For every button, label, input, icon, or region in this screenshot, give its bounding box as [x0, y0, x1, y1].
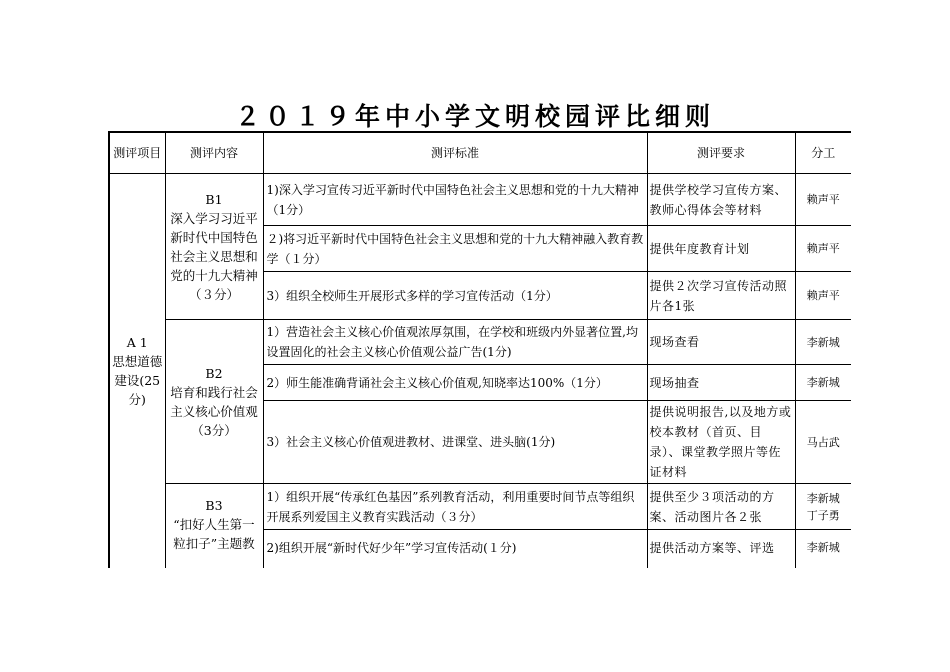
- document-title: ２０１９年中小学文明校园评比细则: [234, 102, 715, 131]
- table-row: [109, 174, 851, 226]
- group-code: B2: [205, 365, 223, 381]
- header-standard: 测评标准: [263, 132, 647, 174]
- group-name: “扣好人生第一粒扣子”主题教: [173, 517, 255, 551]
- requirement-cell: 提供２次学习宣传活动照片各1张: [647, 272, 795, 320]
- requirement-cell: 提供活动方案等、评选: [647, 530, 795, 569]
- standard-cell: 1)深入学习宣传习近平新时代中国特色社会主义思想和党的十九大精神（1分）: [263, 174, 647, 226]
- header-item: 测评项目: [109, 132, 165, 174]
- group-code: B3: [205, 498, 223, 513]
- header-requirement: 测评要求: [647, 132, 795, 174]
- owner-name: 李新城: [806, 335, 840, 349]
- group-score: （3分）: [191, 422, 237, 438]
- standard-cell: 1）营造社会主义核心价值观浓厚氛围，在学校和班级内外显著位置,均设置固化的社会主义核心价值观公益广告(1分): [263, 320, 647, 365]
- header-content: 测评内容: [165, 132, 263, 174]
- owner-name: 马占武: [806, 435, 840, 449]
- owner-name: 丁子勇: [806, 508, 840, 522]
- standard-cell: 3）组织全校师生开展形式多样的学习宣传活动（1分）: [263, 272, 647, 320]
- group-cell-b2: [165, 320, 263, 484]
- group-name: 培育和践行社会主义核心价值观: [170, 384, 258, 419]
- category-code: A 1: [126, 335, 148, 351]
- owner-name: 赖声平: [806, 193, 840, 206]
- group-code: B1: [205, 191, 223, 207]
- owner-cell: [795, 174, 851, 226]
- group-score: （３分）: [188, 286, 239, 302]
- group-cell-b1: [165, 174, 263, 320]
- owner-cell: [795, 401, 851, 484]
- owner-cell: [795, 365, 851, 401]
- requirement-cell: 现场抽查: [647, 365, 795, 401]
- owner-name: 李新城: [806, 491, 840, 505]
- evaluation-table: [108, 131, 851, 568]
- header-owner: 分工: [795, 132, 851, 174]
- evaluation-table-container: [108, 131, 851, 568]
- owner-name: 李新城: [806, 376, 840, 389]
- requirement-cell: 提供说明报告,以及地方或校本教材（首页、目录）、课堂教学照片等佐证材料: [647, 401, 795, 484]
- owner-cell: [795, 226, 851, 272]
- requirement-cell: 提供年度教育计划: [647, 226, 795, 272]
- standard-cell: 3）社会主义核心价值观进教材、进课堂、进头脑(1分): [263, 401, 647, 484]
- standard-cell: 2)组织开展“新时代好少年”学习宣传活动(１分): [263, 530, 647, 569]
- owner-cell: [795, 530, 851, 569]
- group-name: 深入学习习近平新时代中国特色社会主义思想和党的十九大精神: [170, 210, 258, 283]
- table-row: [109, 484, 851, 530]
- owner-name: 赖声平: [806, 289, 840, 302]
- group-cell-b3: [165, 484, 263, 569]
- owner-cell: [795, 484, 851, 530]
- standard-cell: ２)将习近平新时代中国特色社会主义思想和党的十九大精神融入教育教学（１分）: [263, 226, 647, 272]
- table-row: [109, 320, 851, 365]
- owner-cell: [795, 320, 851, 365]
- standard-cell: 2）师生能准确背诵社会主义核心价值观,知晓率达100%（1分）: [263, 365, 647, 401]
- requirement-cell: 提供至少３项活动的方案、活动图片各２张: [647, 484, 795, 530]
- owner-cell: [795, 272, 851, 320]
- owner-name: 李新城: [806, 541, 840, 554]
- category-name: 思想道德建设(25分): [112, 354, 163, 408]
- requirement-cell: 提供学校学习宣传方案、教师心得体会等材料: [647, 174, 795, 226]
- owner-name: 赖声平: [806, 242, 840, 255]
- table-header-row: [109, 132, 851, 174]
- requirement-cell: 现场查看: [647, 320, 795, 365]
- standard-cell: 1）组织开展“传承红色基因”系列教育活动，利用重要时间节点等组织开展系列爱国主义教育实践活动（３分）: [263, 484, 647, 530]
- category-cell: [109, 174, 165, 569]
